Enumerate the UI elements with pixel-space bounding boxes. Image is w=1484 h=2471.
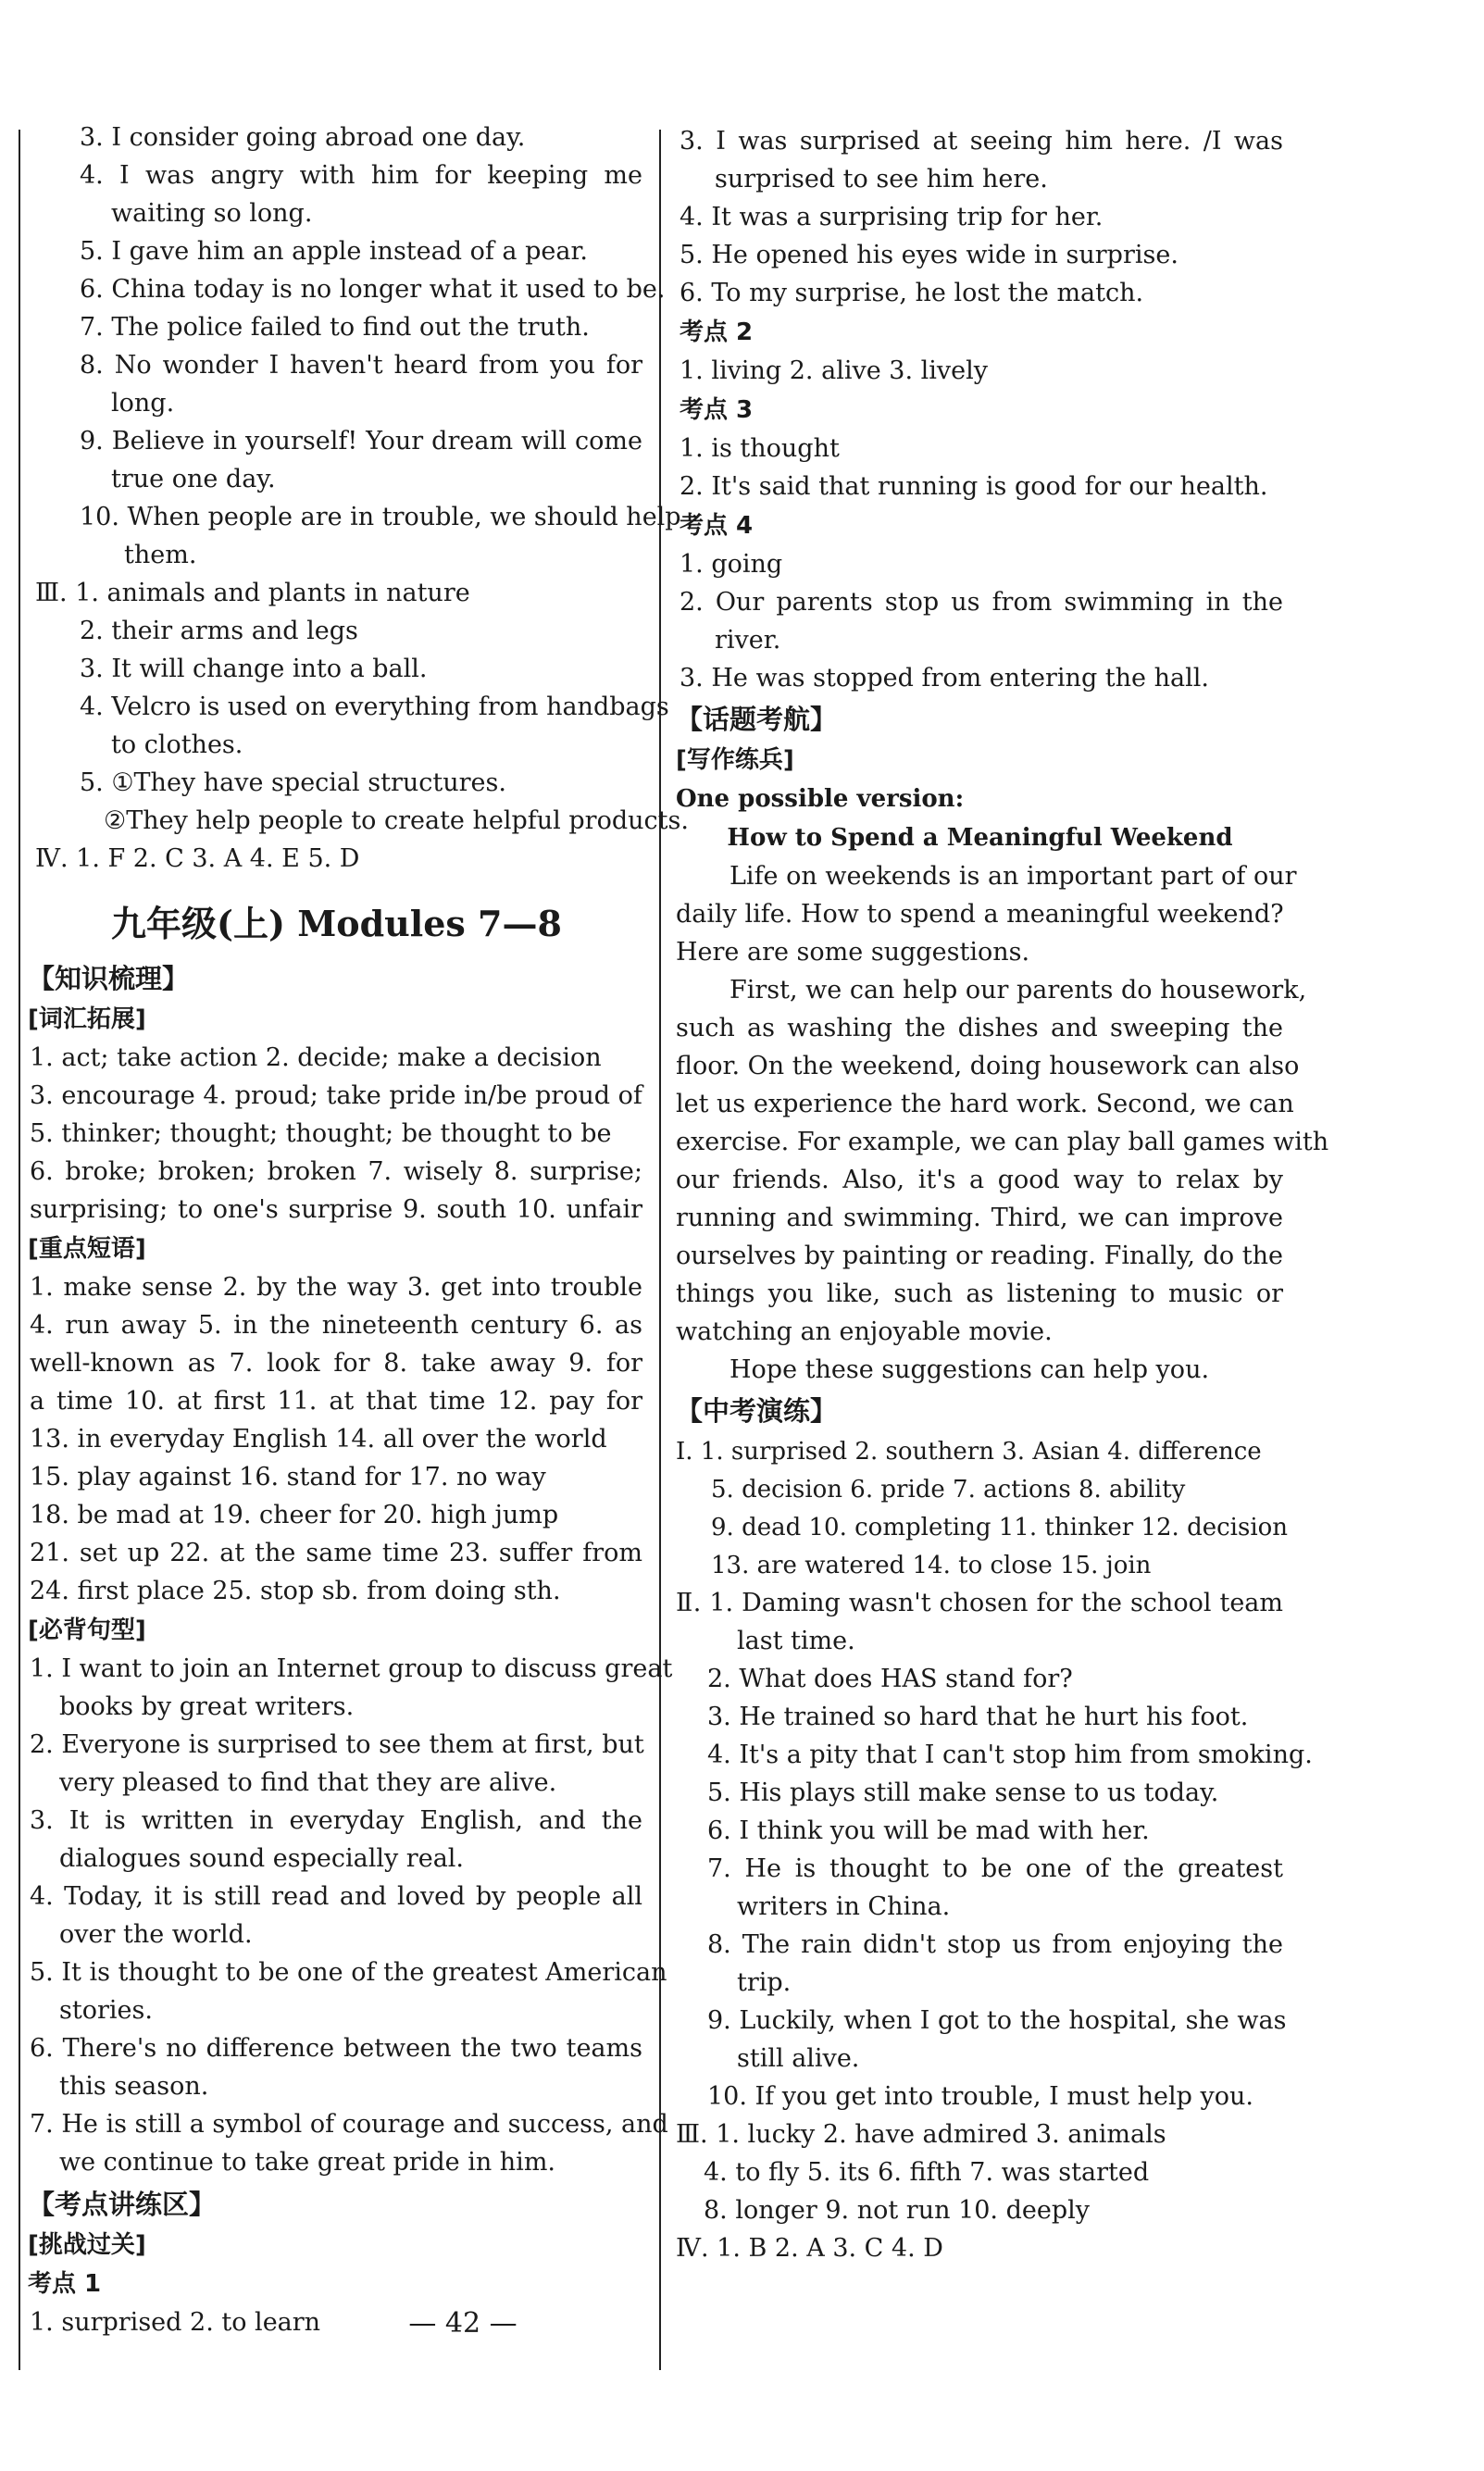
section-iii-line: 5. ①They have special structures. bbox=[80, 768, 506, 797]
zhongkao-i-line: Ⅰ. 1. surprised 2. southern 3. Asian 4. difference bbox=[676, 1438, 1262, 1466]
zhongkao-i-line: 13. are watered 14. to close 15. join bbox=[711, 1552, 1152, 1579]
answer-line: true one day. bbox=[111, 465, 276, 493]
zhongkao-iii-line: 4. to fly 5. its 6. fifth 7. was started bbox=[704, 2158, 1150, 2187]
subheading-tiaozhan: [挑战过关] bbox=[28, 2231, 146, 2259]
essay-title: How to Spend a Meaningful Weekend bbox=[727, 824, 1233, 852]
section-heading-zhongkao: 【中考演练】 bbox=[676, 1395, 838, 1427]
kaodian-4-line: 3. He was stopped from entering the hall. bbox=[680, 664, 1209, 693]
sentence-line: 3. It is written in everyday English, and the bbox=[30, 1806, 642, 1835]
phrase-line: 24. first place 25. stop sb. from doing sth. bbox=[30, 1577, 561, 1605]
essay-line: floor. On the weekend, doing housework can also bbox=[676, 1052, 1300, 1080]
sentence-line: 6. There's no difference between the two teams bbox=[30, 2034, 642, 2063]
essay-line: things you like, such as listening to music or bbox=[676, 1279, 1283, 1308]
sentence-line: stories. bbox=[59, 1996, 153, 2025]
phrase-line: 21. set up 22. at the same time 23. suffer from bbox=[30, 1539, 642, 1567]
sentence-line: dialogues sound especially real. bbox=[59, 1844, 465, 1873]
kaodian-4-line: 1. going bbox=[680, 550, 783, 579]
zhongkao-i-line: 5. decision 6. pride 7. actions 8. ability bbox=[711, 1476, 1186, 1504]
kaodian-2-line: 1. living 2. alive 3. lively bbox=[680, 356, 989, 385]
kaodian-1-line: 3. I was surprised at seeing him here. /I was bbox=[680, 127, 1283, 156]
phrase-line: 18. be mad at 19. cheer for 20. high jump bbox=[30, 1501, 559, 1529]
section-heading-huati: 【话题考航】 bbox=[676, 704, 838, 735]
zhongkao-iii-line: 8. longer 9. not run 10. deeply bbox=[704, 2196, 1090, 2225]
kaodian-1-label: 考点 1 bbox=[28, 2270, 102, 2298]
answer-line: 10. When people are in trouble, we should help bbox=[80, 503, 681, 531]
answer-line: 8. No wonder I haven't heard from you for bbox=[80, 351, 642, 380]
phrase-line: 13. in everyday English 14. all over the world bbox=[30, 1425, 607, 1454]
answer-line: 4. I was angry with him for keeping me bbox=[80, 161, 642, 190]
sentence-line: 1. I want to join an Internet group to discuss great bbox=[30, 1654, 673, 1683]
answer-line: 6. China today is no longer what it used to be. bbox=[80, 275, 666, 304]
section-iii-line: to clothes. bbox=[111, 730, 243, 759]
answer-line: waiting so long. bbox=[111, 199, 313, 228]
section-iii-line: 2. their arms and legs bbox=[80, 617, 358, 645]
sentence-line: 2. Everyone is surprised to see them at first, but bbox=[30, 1730, 644, 1759]
answer-line: 9. Believe in yourself! Your dream will come bbox=[80, 427, 642, 456]
zhongkao-ii-line: 3. He trained so hard that he hurt his foot. bbox=[707, 1703, 1249, 1731]
kaodian-2-label: 考点 2 bbox=[680, 318, 754, 346]
phrase-line: 15. play against 16. stand for 17. no way bbox=[30, 1463, 546, 1491]
subheading-xiezuo: [写作练兵] bbox=[676, 746, 794, 774]
section-heading-kaodian: 【考点讲练区】 bbox=[28, 2189, 217, 2220]
phrase-line: well-known as 7. look for 8. take away 9. for bbox=[30, 1349, 642, 1378]
answer-line: 7. The police failed to find out the truth. bbox=[80, 313, 590, 342]
section-iii-line: Ⅲ. 1. animals and plants in nature bbox=[35, 579, 470, 607]
zhongkao-ii-line: 8. The rain didn't stop us from enjoying the bbox=[707, 1930, 1283, 1959]
sentence-line: this season. bbox=[59, 2072, 209, 2101]
essay-line: such as washing the dishes and sweeping the bbox=[676, 1014, 1283, 1042]
sentence-line: 7. He is still a symbol of courage and success, and bbox=[30, 2110, 668, 2139]
kaodian-4-line: 2. Our parents stop us from swimming in the bbox=[680, 588, 1283, 617]
zhongkao-ii-line: last time. bbox=[737, 1627, 855, 1655]
section-iii-line: 3. It will change into a ball. bbox=[80, 655, 428, 683]
vocab-line: 6. broke; broken; broken 7. wisely 8. surprise; bbox=[30, 1157, 642, 1186]
kaodian-4-line: river. bbox=[715, 626, 781, 655]
essay-line: ourselves by painting or reading. Finally, do the bbox=[676, 1242, 1283, 1270]
sentence-line: 4. Today, it is still read and loved by people all bbox=[30, 1882, 642, 1911]
essay-line: Life on weekends is an important part of our bbox=[730, 862, 1297, 891]
subheading-zhongdian: [重点短语] bbox=[28, 1235, 146, 1263]
phrase-line: 1. make sense 2. by the way 3. get into trouble bbox=[30, 1273, 642, 1302]
essay-line: exercise. For example, we can play ball games with bbox=[676, 1128, 1329, 1156]
zhongkao-i-line: 9. dead 10. completing 11. thinker 12. decision bbox=[711, 1514, 1289, 1541]
essay-line: watching an enjoyable movie. bbox=[676, 1317, 1053, 1346]
possible-version-label: One possible version: bbox=[676, 785, 965, 813]
answer-line: 3. I consider going abroad one day. bbox=[80, 123, 526, 152]
zhongkao-ii-line: writers in China. bbox=[737, 1892, 951, 1921]
zhongkao-iii-line: Ⅲ. 1. lucky 2. have admired 3. animals bbox=[676, 2120, 1166, 2149]
section-iii-line: ②They help people to create helpful products. bbox=[104, 806, 689, 835]
zhongkao-ii-line: 10. If you get into trouble, I must help you. bbox=[707, 2082, 1253, 2111]
section-heading-zhishi: 【知识梳理】 bbox=[28, 963, 190, 994]
kaodian-3-line: 2. It's said that running is good for our health. bbox=[680, 472, 1268, 501]
essay-line: First, we can help our parents do housework, bbox=[730, 976, 1307, 1005]
section-iv-line: Ⅳ. 1. F 2. C 3. A 4. E 5. D bbox=[35, 844, 360, 873]
phrase-line: 4. run away 5. in the nineteenth century 6. as bbox=[30, 1311, 642, 1340]
vocab-line: 5. thinker; thought; thought; be thought to be bbox=[30, 1119, 612, 1148]
kaodian-3-label: 考点 3 bbox=[680, 396, 754, 424]
kaodian-1-line: 4. It was a surprising trip for her. bbox=[680, 203, 1104, 231]
zhongkao-ii-line: 2. What does HAS stand for? bbox=[707, 1665, 1073, 1693]
sentence-line: 5. It is thought to be one of the greatest American bbox=[30, 1958, 667, 1987]
answer-line: 5. I gave him an apple instead of a pear. bbox=[80, 237, 588, 266]
zhongkao-ii-line: 9. Luckily, when I got to the hospital, she was bbox=[707, 2006, 1287, 2035]
module-title: 九年级(上) Modules 7—8 bbox=[111, 903, 562, 944]
kaodian-3-line: 1. is thought bbox=[680, 434, 840, 463]
essay-line: our friends. Also, it's a good way to relax by bbox=[676, 1166, 1283, 1194]
zhongkao-ii-line: 5. His plays still make sense to us today. bbox=[707, 1778, 1219, 1807]
zhongkao-ii-line: 7. He is thought to be one of the greatest bbox=[707, 1854, 1283, 1883]
vocab-line: 3. encourage 4. proud; take pride in/be proud of bbox=[30, 1081, 642, 1110]
left-margin-rule bbox=[19, 130, 20, 2370]
vocab-line: 1. act; take action 2. decide; make a decision bbox=[30, 1043, 602, 1072]
essay-line: running and swimming. Third, we can improve bbox=[676, 1204, 1283, 1232]
subheading-cihui: [词汇拓展] bbox=[28, 1005, 146, 1033]
zhongkao-ii-line: 4. It's a pity that I can't stop him from smoking. bbox=[707, 1741, 1313, 1769]
answer-line: them. bbox=[124, 541, 197, 569]
zhongkao-ii-line: trip. bbox=[737, 1968, 792, 1997]
sentence-line: we continue to take great pride in him. bbox=[59, 2148, 556, 2177]
essay-line: daily life. How to spend a meaningful weekend? bbox=[676, 900, 1284, 929]
zhongkao-ii-line: 6. I think you will be mad with her. bbox=[707, 1816, 1150, 1845]
kaodian-1-line: surprised to see him here. bbox=[715, 165, 1048, 193]
phrase-line: a time 10. at first 11. at that time 12. pay for bbox=[30, 1387, 642, 1416]
zhongkao-ii-line: Ⅱ. 1. Daming wasn't chosen for the school team bbox=[676, 1589, 1283, 1617]
sentence-line: books by great writers. bbox=[59, 1692, 355, 1721]
kaodian-4-label: 考点 4 bbox=[680, 512, 754, 540]
section-iii-line: 4. Velcro is used on everything from handbags bbox=[80, 693, 669, 721]
kaodian-1-line: 5. He opened his eyes wide in surprise. bbox=[680, 241, 1178, 269]
center-column-rule bbox=[659, 130, 661, 2370]
answer-line: long. bbox=[111, 389, 175, 418]
essay-line: Here are some suggestions. bbox=[676, 938, 1030, 967]
zhongkao-ii-line: still alive. bbox=[737, 2044, 860, 2073]
kaodian-1-line: 6. To my surprise, he lost the match. bbox=[680, 279, 1144, 307]
essay-line: let us experience the hard work. Second, we can bbox=[676, 1090, 1294, 1118]
kaodian-1-line: 1. surprised 2. to learn bbox=[30, 2308, 321, 2337]
page-number: — 42 — bbox=[408, 2307, 518, 2340]
vocab-line: surprising; to one's surprise 9. south 10. unfair bbox=[30, 1195, 642, 1224]
zhongkao-iv-line: Ⅳ. 1. B 2. A 3. C 4. D bbox=[676, 2234, 943, 2263]
essay-line: Hope these suggestions can help you. bbox=[730, 1355, 1210, 1384]
sentence-line: over the world. bbox=[59, 1920, 253, 1949]
sentence-line: very pleased to find that they are alive. bbox=[59, 1768, 557, 1797]
subheading-bibei: [必背句型] bbox=[28, 1616, 146, 1644]
